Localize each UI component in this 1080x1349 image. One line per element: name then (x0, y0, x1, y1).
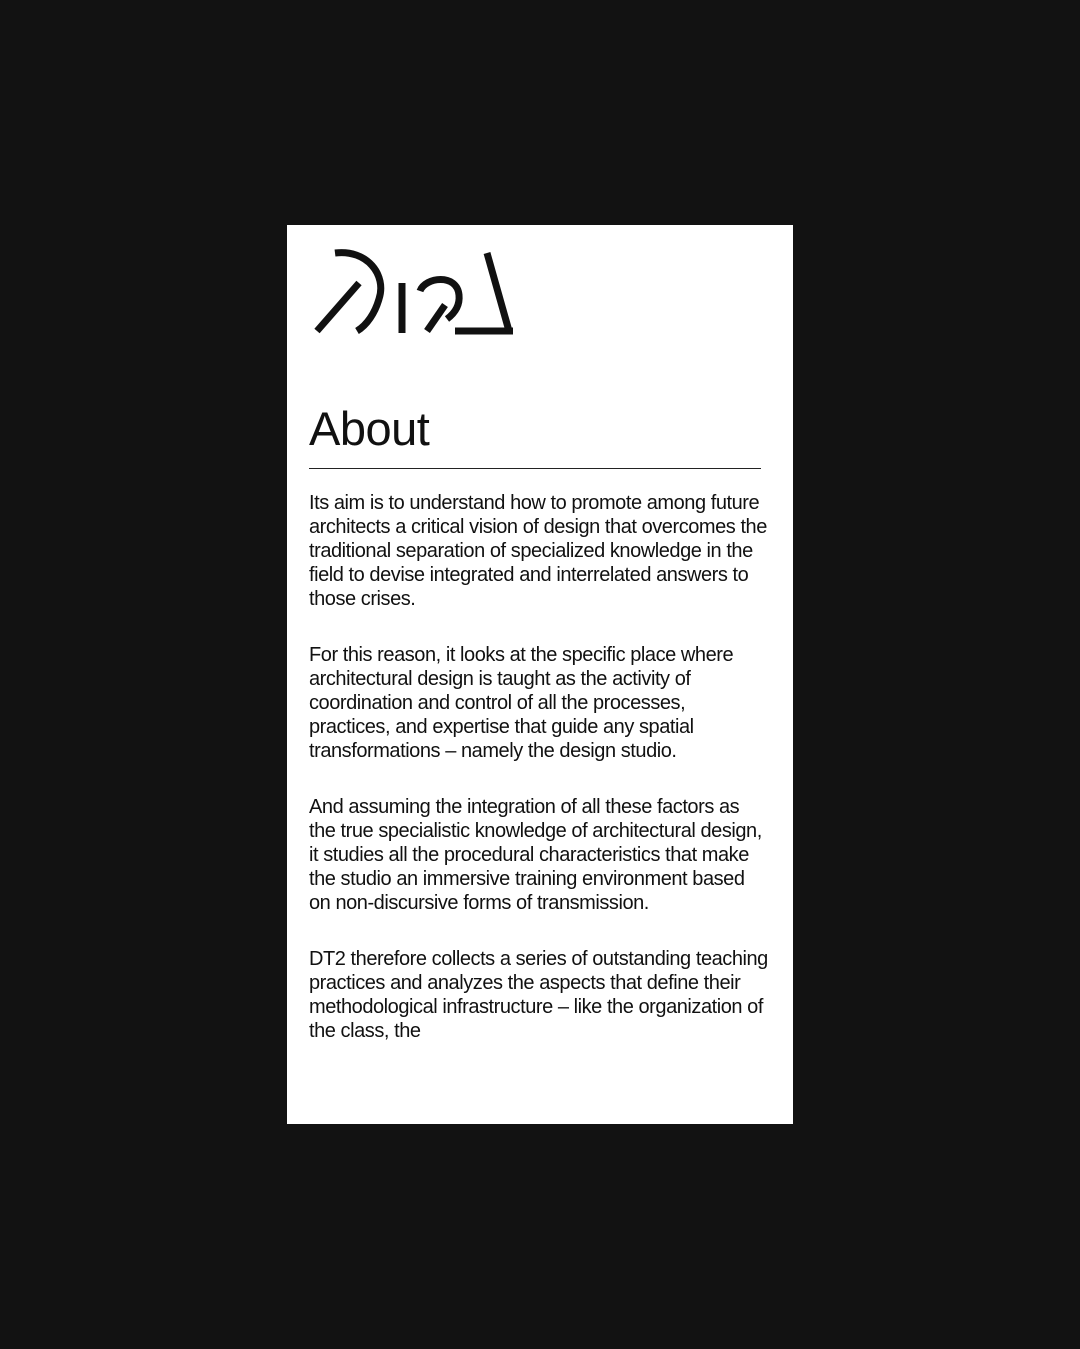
about-paragraph-4: DT2 therefore collects a series of outstanding teaching practices and analyzes the aspects that define their methodological infrastructure – like the organization of the class, the (309, 948, 768, 1042)
title-divider (309, 468, 761, 469)
about-paragraph-2: For this reason, it looks at the specific place where architectural design is taught as the activity of coordination and control of all the processes, practices, and expertise that guide any spatial transformations – namely the design studio. (309, 644, 734, 762)
about-paragraph-1: Its aim is to understand how to promote among future architects a critical vision of design that overcomes the traditional separation of specialized knowledge in the field to devise integrated and interrelated answers to those crises. (309, 492, 767, 610)
dt2-logo[interactable] (309, 247, 515, 337)
page-title: About (309, 402, 430, 455)
about-card (287, 225, 793, 1124)
about-paragraph-3: And assuming the integration of all these factors as the true specialistic knowledge of architectural design, it studies all the procedural characteristics that make the studio an immersive training environment based on non-discursive forms of transmission. (309, 796, 762, 914)
dt2-logo-icon (309, 247, 515, 337)
about-body (309, 491, 769, 1075)
